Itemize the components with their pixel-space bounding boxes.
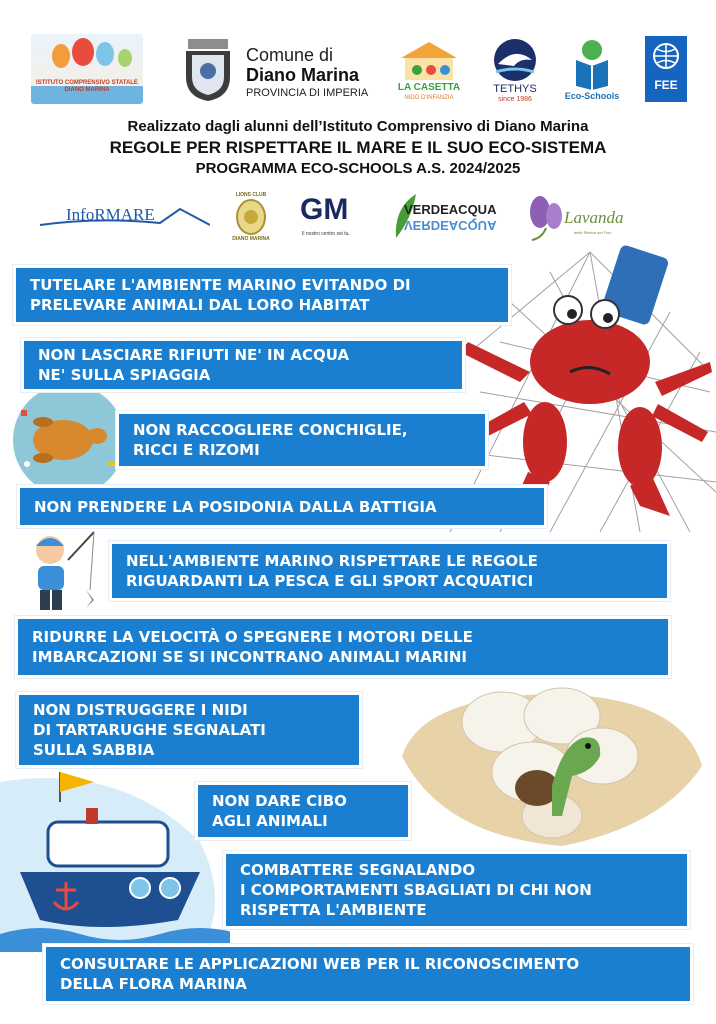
rule-banner-7: NON DISTRUGGERE I NIDI DI TARTARUGHE SEGNALATI SULLA SABBIA [16,692,362,768]
casetta-logo [387,38,471,104]
credit-line: Realizzato dagli alunni dell’Istituto Comprensivo di Diano Marina [127,118,589,135]
school-logo-caption: ISTITUTO COMPRENSIVO STATALE DIANO MARINA [36,80,138,93]
ecoschools-label: Eco-Schools [564,91,620,101]
lions-club-bottom: DIANO MARINA [232,236,270,242]
tethys-title: TETHYS [493,83,537,95]
crab-eye-left [554,296,582,324]
ecoschools-logo [558,36,626,104]
comune-title-line2: Diano Marina [246,65,360,85]
infomare-logo [40,195,210,235]
rule-banner-8: NON DARE CIBO AGLI ANIMALI [195,782,411,840]
comune-logo [178,37,374,103]
rule-banner-1: TUTELARE L'AMBIENTE MARINO EVITANDO DI PRELEVARE ANIMALI DAL LORO HABITAT [13,265,511,325]
page-title: REGOLE PER RISPETTARE IL MARE E IL SUO ECO-SISTEMA [109,138,607,157]
comune-province: PROVINCIA DI IMPERIA [246,87,369,99]
infomare-label: InfoRMARE [66,205,155,224]
fee-label: FEE [654,78,678,92]
fisher-boy-illustration [28,530,100,616]
cap-icon [36,538,64,546]
rule-banner-10: CONSULTARE LE APPLICAZIONI WEB PER IL RICONOSCIMENTO DELLA FLORA MARINA [43,944,693,1004]
lavanda-tagline: delle Riviera dei Fiori [574,230,612,235]
turtle-nest-illustration [402,676,702,856]
rule-banner-6: RIDURRE LA VELOCITÀ O SPEGNERE I MOTORI DELLE IMBARCAZIONI SE SI INCONTRANO ANIMALI MARINI [15,616,671,678]
fish-icon [86,590,94,608]
house-kids-icon [387,38,471,82]
rule-banner-9: COMBATTERE SEGNALANDO I COMPORTAMENTI SBAGLIATI DI CHI NON RISPETTA L'AMBIENTE [223,851,690,929]
fee-logo [645,36,687,102]
lion-crest-icon [228,197,274,237]
dolphin-icon [484,36,546,82]
lions-club-top: LIONS CLUB [235,192,267,198]
rule-banner-4: NON PRENDERE LA POSIDONIA DALLA BATTIGIA [17,485,547,528]
gm-tagline: Il nostro centro sei tu. [302,231,350,237]
verdeacqua-label: VERDEACQUA [404,202,497,217]
gm-logo [298,193,370,241]
tethys-subtitle: since 1986 [498,96,532,103]
rule-banner-3: NON RACCOGLIERE CONCHIGLIE, RICCI E RIZOMI [116,411,488,469]
school-logo [31,34,143,104]
coat-of-arms-icon [178,37,238,103]
gm-label: GM [300,193,349,226]
rule-banner-5: NELL'AMBIENTE MARINO RISPETTARE LE REGOLE RIGUARDANTI LA PESCA E GLI SPORT ACQUATICI [109,541,670,601]
lions-club-logo [228,192,274,242]
program-subtitle: PROGRAMMA ECO-SCHOOLS A.S. 2024/2025 [195,160,521,177]
tethys-logo [484,36,546,106]
eco-schools-book-icon [558,36,626,90]
casetta-title: LA CASETTA [397,82,461,93]
casetta-subtitle: NIDO D'INFANZIA [404,95,454,101]
globe-icon [645,36,687,76]
rule-banner-2: NON LASCIARE RIFIUTI NE' IN ACQUA NE' SULLA SPIAGGIA [21,338,465,392]
comune-title-line1: Comune di [246,45,334,65]
verdeacqua-reflection: VERDEACQUA [404,218,497,233]
lavanda-label: Lavanda [564,208,624,227]
